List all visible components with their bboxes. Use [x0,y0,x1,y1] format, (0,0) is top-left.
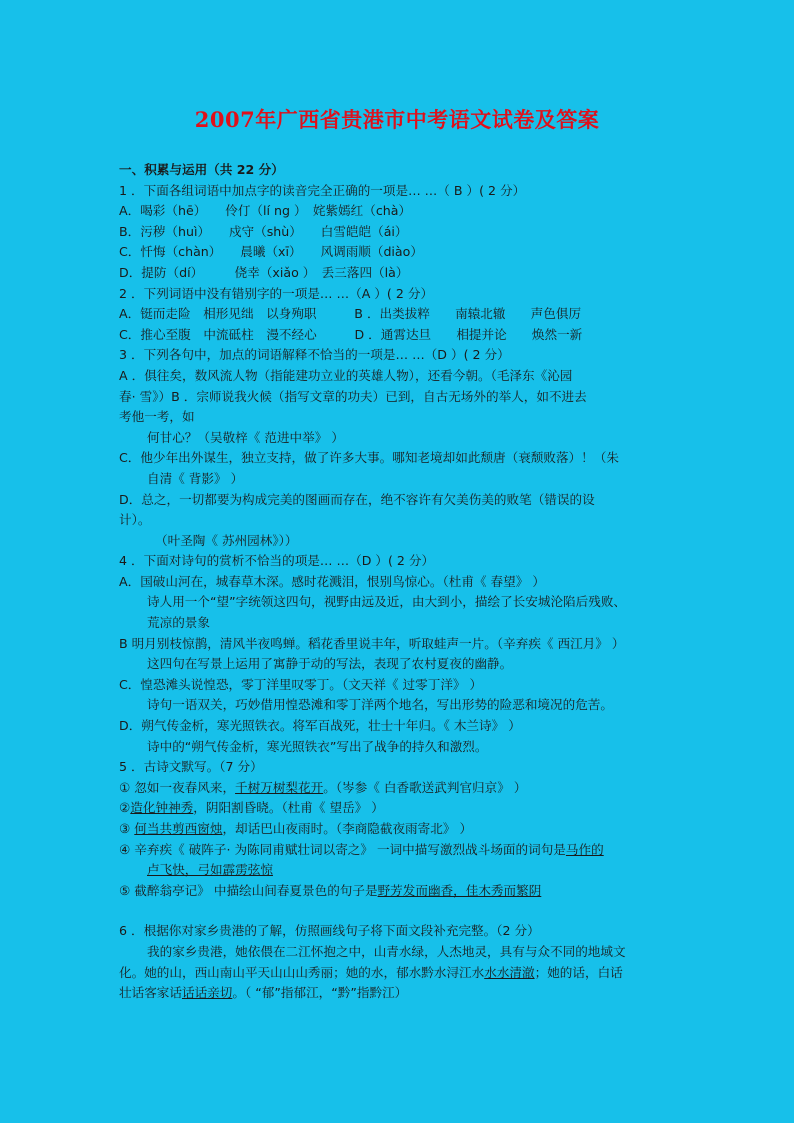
q6-line3-answer: 话话亲切 [181,985,233,1001]
q2-options-cd: C．推心至腹 中流砥柱 漫不经心 D ．通霄达旦 相提并论 焕然一新 [119,326,583,342]
q3-stem: 3 ．下列各句中，加点的词语解释不恰当的一项是… …（D ）( 2 分） [119,347,510,363]
q4-option-a-line2: 诗人用一个“望”字统领这四句，视野由远及近，由大到小，描绘了长安城沦陷后残败、 [147,594,627,610]
q5-stem: 5 ．古诗文默写。（7 分） [119,759,263,775]
q4-option-b-line1: B 明月别枝惊鹊，清风半夜鸣蝉。稻花香里说丰年，听取蛙声一片。（辛弃疾《 西江月》 ） [119,635,625,651]
q5-item-3-suffix: ，却话巴山夜雨时。（李商隐截夜雨寄北》 ） [222,821,473,836]
q3-option-c-line2: 自清《 背影》 ） [147,470,244,486]
q5-item-1-prefix: ① 忽如一夜春风来， [119,779,236,795]
q5-item-1 [119,778,689,799]
q4-option-c-line2: 诗句一语双关，巧妙借用惶恐滩和零丁洋两个地名，写出形势的险恶和境况的危苦。 [147,697,613,713]
q5-item-2-answer: 造化钟神秀 [130,800,194,816]
q5-item-2-suffix: ，阴阳割昏晓。（杜甫《 望岳》 ） [193,800,384,816]
q3-option-d-line2: 计）。 [119,512,151,528]
q6-line2 [119,963,689,984]
q5-item-5 [119,881,689,902]
exam-title: 2007年广西省贵港市中考语文试卷及答案 [194,107,600,132]
q5-item-1-answer: 千树万树梨花开 [235,779,324,795]
q4-option-a-line1: A．国破山河在，城春草木深。感时花溅泪，恨别鸟惊心。（杜甫《 春望》 ） [119,573,545,589]
q4-option-a-line3: 荒凉的景象 [147,615,210,631]
q3-option-a-line1: A ．俱往矣，数风流人物（指能建功立业的英雄人物），还看今朝。（毛泽东《沁园 [119,367,573,383]
q6-line1: 我的家乡贵港，她依偎在二江怀抱之中，山青水绿，人杰地灵，具有与众不同的地域文 [147,943,626,959]
q4-option-d-line2: 诗中的“朔气传金析，寒光照铁衣”写出了战争的持久和激烈。 [147,738,488,754]
q1-option-b: B．污秽（huì） 戍守（shù） 白雪皑皑（ái） [119,223,408,239]
q2-options-ab: A．铤而走险 相形见绌 以身殉职 B ．出类拔粹 南辕北辙 声色俱厉 [119,306,582,322]
q3-option-d-line3: （叶圣陶《 苏州园林》）） [155,532,298,548]
q2-stem: 2 ．下列词语中没有错别字的一项是… …（A ）( 2 分） [119,285,434,301]
q5-item-4-line1 [119,840,689,861]
q3-option-c-line1: C．他少年出外谋生，独立支持，做了许多大事。哪知老境却如此颓唐（衰颓败落）！（朱 [119,450,619,466]
q4-option-c-line1: C．惶恐滩头说惶恐，零丁洋里叹零丁。（文天祥《 过零丁洋》 ） [119,676,483,692]
q5-item-3-answer: 何当共剪西窗烛 [134,821,223,836]
q5-item-4-answer-part1: 马作的 [565,841,604,857]
exam-content [119,160,689,1004]
q3-option-d-line1: D．总之，一切都要为构成完美的图画而存在，绝不容许有欠美伤美的败笔（错误的设 [119,491,595,507]
q4-option-b-line2: 这四句在写景上运用了寓静于动的写法，表现了农村夏夜的幽静。 [147,656,513,672]
q5-item-5-answer: 野芳发而幽香，佳木秀而繁阴 [377,882,542,898]
q6-line2-answer: 水水清澈 [484,964,535,980]
q5-item-3 [119,819,689,840]
q6-line3-prefix: 壮话客家话 [119,985,182,1001]
spacer [119,901,689,921]
q5-item-5-prefix: ⑤ 截醉翁亭记》 中描绘山间春夏景色的句子是 [119,882,378,898]
section-heading: 一、积累与运用（共 22 分） [119,162,284,177]
q5-item-4-line2 [119,860,689,881]
q3-option-a-line4: 何甘心？（吴敬梓《 范进中举》 ） [147,429,344,445]
q1-option-c: C．忏悔（chàn） 晨曦（xī） 风调雨顺（diào） [119,244,423,260]
q5-item-4-prefix: ④ 辛弃疾《 破阵子· 为陈同甫赋壮词以寄之》 一词中描写激烈战斗场面的词句是 [119,841,566,857]
q5-item-3-prefix: ③ [119,821,135,836]
q4-stem: 4 ．下面对诗句的赏析不恰当的项是… …（D ）( 2 分） [119,553,435,569]
q1-option-a: A．喝彩（hē） 伶仃（lí ng ） 姹紫嫣红（chà） [119,203,412,219]
q3-option-a-line2: 春· 雪》）B ．宗师说我火候（指写文章的功夫）已到，自古无场外的举人，如不进去 [119,388,587,404]
q5-item-2 [119,798,689,819]
q1-stem: 1 ．下面各组词语中加点字的读音完全正确的一项是… …（ B ）( 2 分） [119,182,526,198]
q5-item-1-suffix: 。（岑参《 白香歌送武判官归京》 ） [323,779,527,795]
q3-option-a-line3: 考他一考，如 [119,409,195,425]
q6-stem: 6 ．根据你对家乡贵港的了解，仿照画线句子将下面文段补充完整。（2 分） [119,923,540,939]
q4-option-d-line1: D．朔气传金析，寒光照铁衣。将军百战死，壮士十年归。《 木兰诗》 ） [119,718,521,734]
q5-item-4-answer-part2: 卢飞快，弓如霹雳弦惊 [147,862,273,878]
q5-item-2-prefix: ② [119,800,131,816]
q6-line3-suffix: 。（ “郁”指郁江，“黔”指黔江） [232,985,408,1001]
q6-line2-suffix: ；她的话，白话 [534,964,623,980]
q6-line2-prefix: 化。她的山，西山南山平天山山山秀丽；她的水，郁水黔水浔江水 [119,964,485,980]
q1-option-d: D．提防（dí） 侥幸（xiǎo ） 丢三落四（là） [119,264,409,280]
q6-line3 [119,983,689,1004]
